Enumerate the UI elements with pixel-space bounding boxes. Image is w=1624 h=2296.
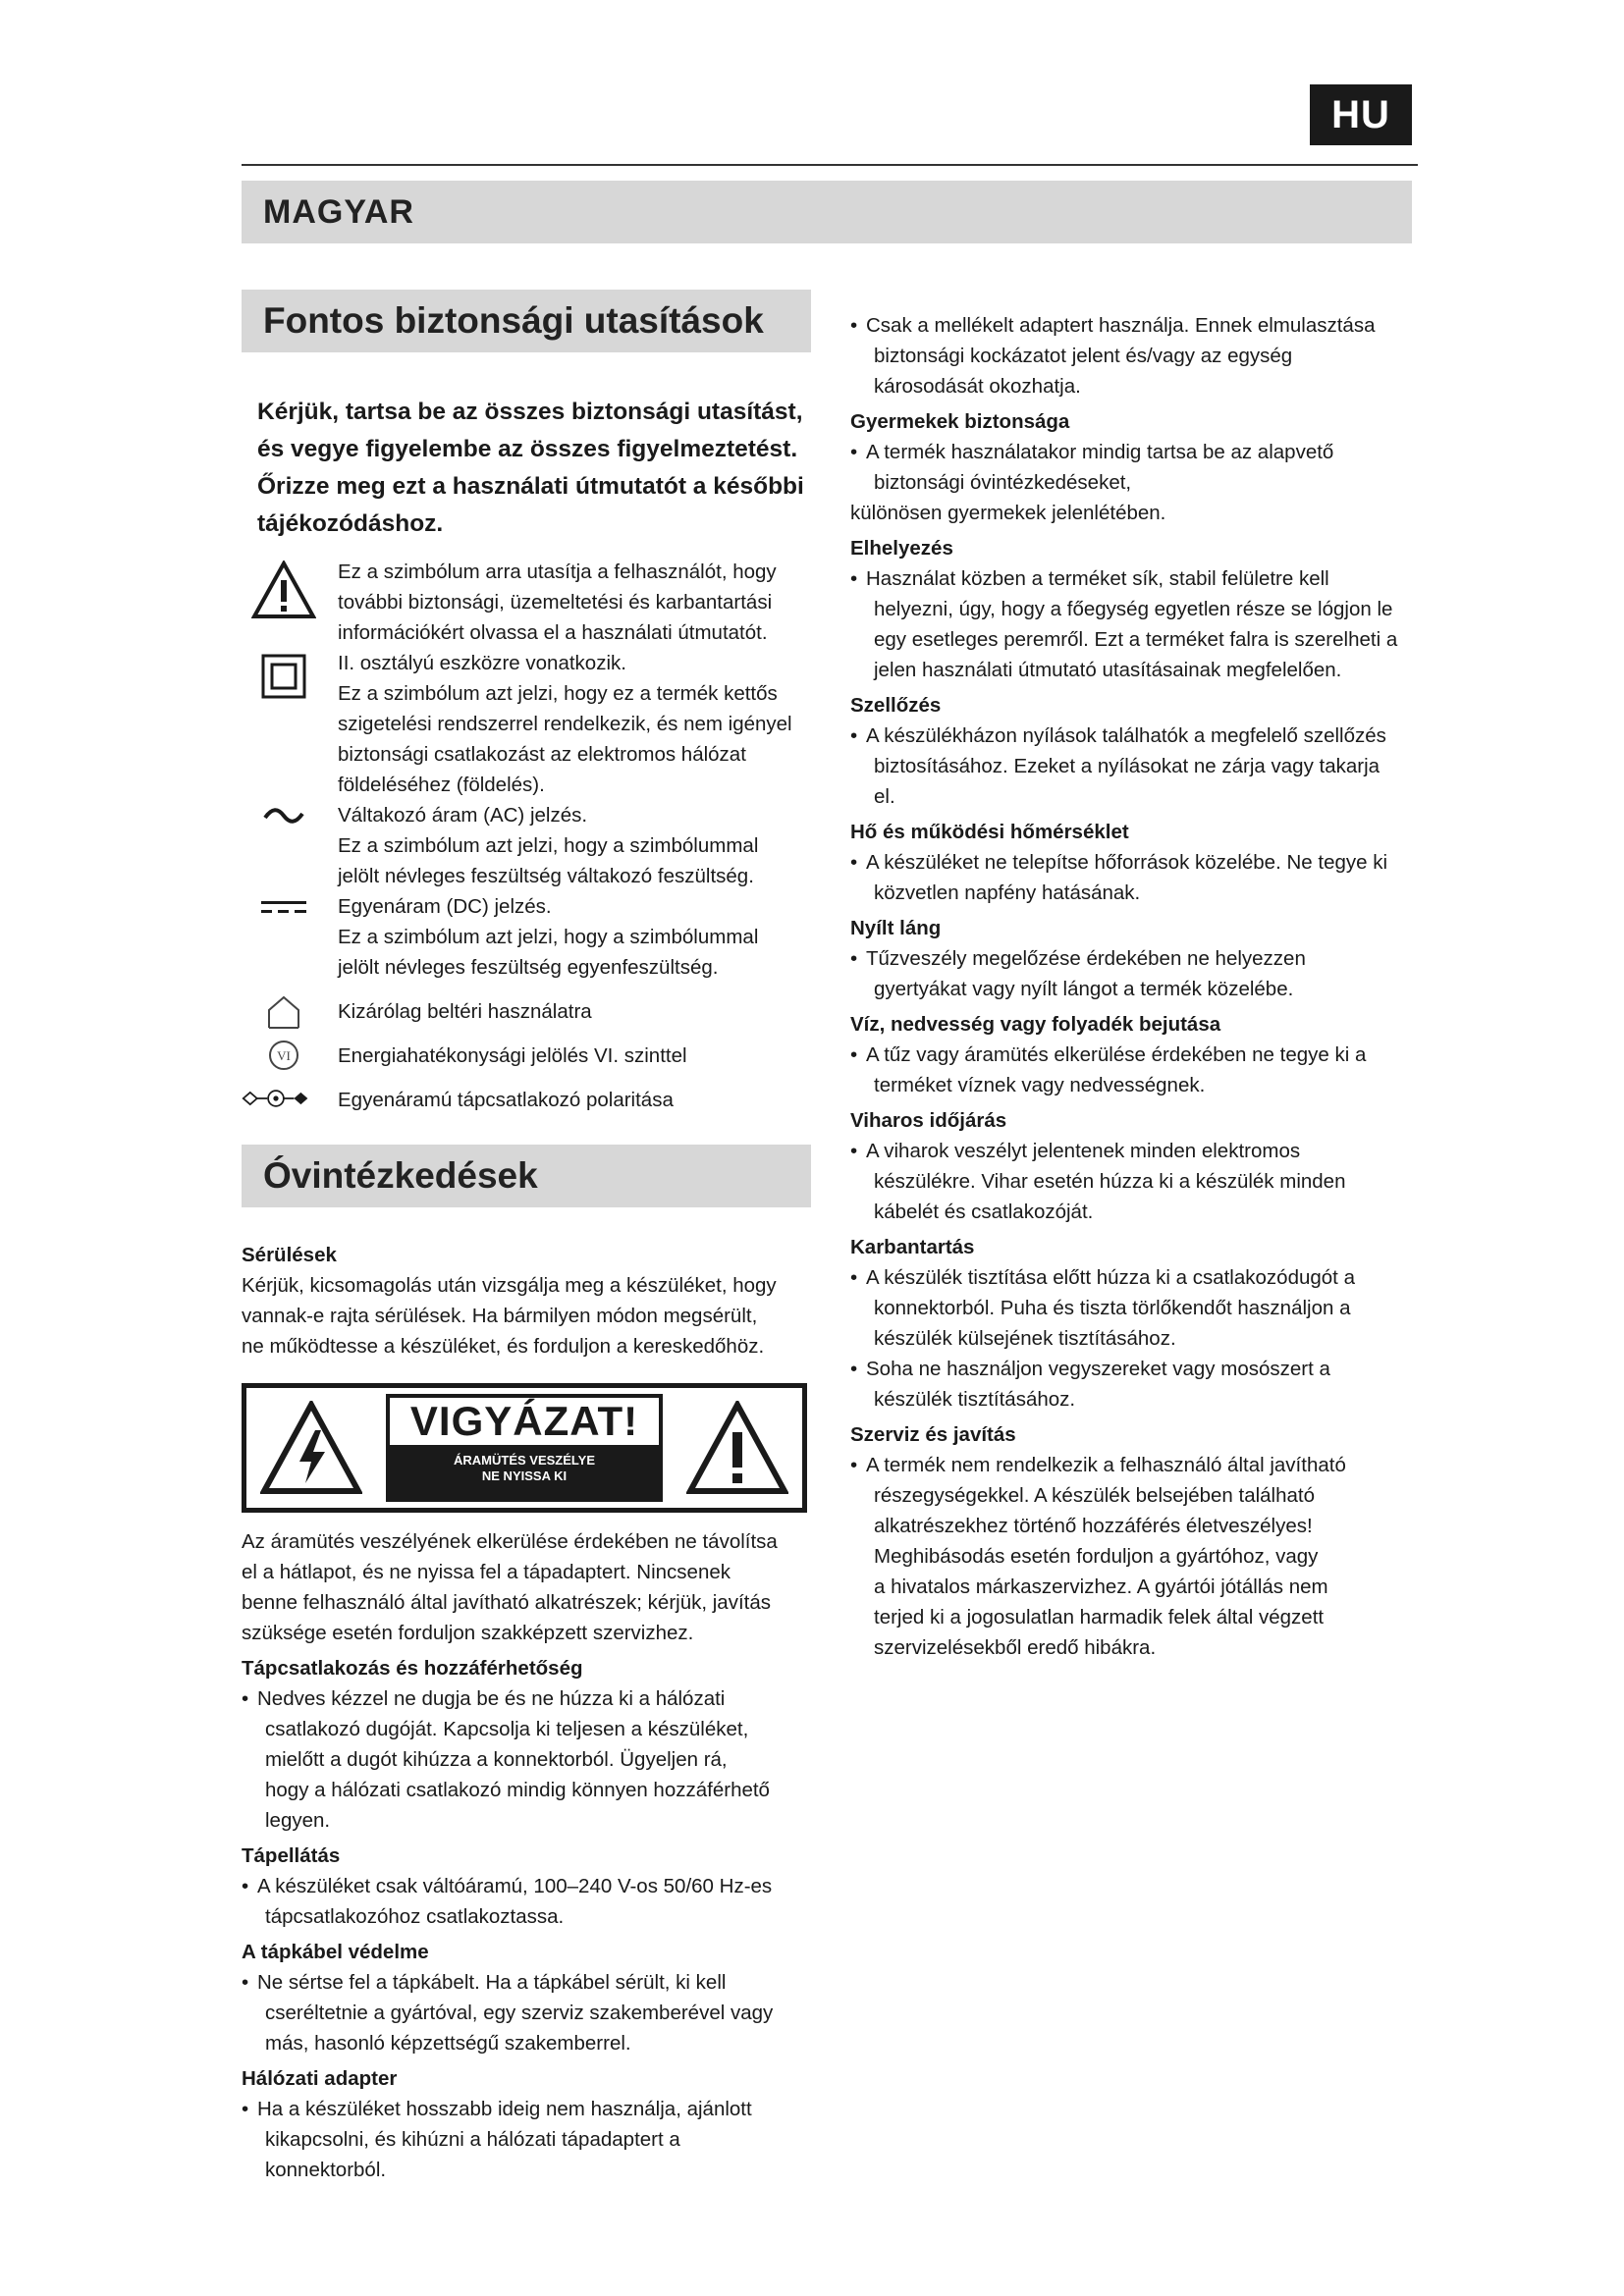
bullet-line: hogy a hálózati csatlakozó mindig könnyen hozzáférhető (265, 1779, 770, 1801)
symbol-text: szigetelési rendszerrel rendelkezik, és nem igényel (338, 713, 792, 735)
bullet-line: • Nedves kézzel ne dugja be és ne húzza ki a hálózati (257, 1687, 726, 1710)
bullet-line: készülék külsejének tisztításához. (874, 1327, 1176, 1350)
class-ii-icon (261, 654, 306, 699)
service-section (850, 1420, 1420, 1663)
section-heading: Hő és működési hőmérséklet (850, 821, 1129, 843)
bullet-line: részegységekkel. A készülék belsejében található (874, 1484, 1316, 1507)
bullet-line: más, hasonló képzettségű szakemberrel. (265, 2032, 631, 2055)
bullet-line: károsodását okozhatja. (874, 375, 1081, 398)
damage-line: vannak-e rajta sérülések. Ha bármilyen módon megsérült, (242, 1305, 758, 1327)
shock-warning-label (242, 1383, 807, 1513)
language-title-band (242, 181, 1412, 243)
bullet-line: biztosításához. Ezeket a nyílásokat ne zárja vagy takarja (874, 755, 1380, 777)
symbol-text: jelölt névleges feszültség váltakozó feszültség. (338, 865, 754, 887)
bullet-line: konnektorból. Puha és tiszta törlőkendőt használjon a (874, 1297, 1351, 1319)
bullet-line: terméket víznek vagy nedvességnek. (874, 1074, 1206, 1096)
bullet-line: készülék tisztításához. (874, 1388, 1076, 1411)
bullet-line: jelen használati útmutató utasításainak megfelelően. (874, 659, 1342, 681)
bullet-item (850, 310, 1420, 401)
bullet-item (850, 1262, 1420, 1354)
bullet-line: • A tűz vagy áramütés elkerülése érdekében ne tegye ki a (866, 1043, 1367, 1066)
header-rule (242, 164, 1418, 166)
safety-title: Fontos biztonsági utasítások (242, 290, 811, 352)
bullet-item (850, 437, 1420, 498)
bullet-item (850, 847, 1420, 908)
bullet-line: Meghibásodás esetén forduljon a gyártóhoz, vagy (874, 1545, 1319, 1568)
section-heading: Tápcsatlakozás és hozzáférhetőség (242, 1657, 583, 1680)
section-heading: Szerviz és javítás (850, 1423, 1016, 1446)
bullet-line: • Csak a mellékelt adaptert használja. Ennek elmulasztása (866, 314, 1376, 337)
warning-triangle-icon (251, 561, 316, 619)
indoor-house-icon (264, 994, 303, 1030)
section-heading: Nyílt láng (850, 917, 942, 939)
bullet-line: biztonsági óvintézkedéseket, (874, 471, 1132, 494)
bullet-line: • Soha ne használjon vegyszereket vagy mosószert a (866, 1358, 1330, 1380)
bullet-line: • A viharok veszélyt jelentenek minden elektromos (866, 1140, 1301, 1162)
open-flame-section (850, 914, 1420, 1004)
bullet-line: kábelét és csatlakozóját. (874, 1201, 1094, 1223)
storm-section (850, 1106, 1420, 1227)
warning-subtitle (390, 1445, 659, 1498)
bullet-line: a hivatalos márkaszervizhez. A gyártói jótállás nem (874, 1575, 1328, 1598)
section-heading: Viharos időjárás (850, 1109, 1007, 1132)
bullet-line: készülékre. Vihar esetén húzza ki a készülék minden (874, 1170, 1346, 1193)
safety-intro: Kérjük, tartsa be az összes biztonsági utasítást, és vegye figyelembe az összes figyelmeztetést. Őrizze meg ezt a használati útmutatót a későbbi tájékozódáshoz. (257, 399, 804, 537)
damage-line: ne működtesse a készüléket, és forduljon a kereskedőhöz. (242, 1335, 765, 1358)
exclamation-warning-icon (686, 1401, 788, 1495)
bullet-line: • A készülék tisztítása előtt húzza ki a csatlakozódugót a (866, 1266, 1355, 1289)
bullet-line: • A készülékházon nyílások találhatók a megfelelő szellőzés (866, 724, 1386, 747)
damage-section (242, 1241, 811, 1362)
bullet-item (242, 1683, 811, 1836)
damage-heading: Sérülések (242, 1244, 337, 1266)
energy-vi-icon (268, 1040, 299, 1071)
bullet-line: egy esetleges peremről. Ezt a terméket falra is szerelheti a (874, 628, 1398, 651)
bullet-item (850, 943, 1420, 1004)
bullet-item (850, 1450, 1420, 1663)
language-title: MAGYAR (263, 192, 414, 231)
bullet-line: • A termék használatakor mindig tartsa be az alapvető (866, 441, 1334, 463)
symbol-text: Ez a szimbólum azt jelzi, hogy a szimbólummal (338, 834, 759, 857)
precautions-title: Óvintézkedések (242, 1145, 811, 1207)
bullet-line: • A termék nem rendelkezik a felhasználó által javítható (866, 1454, 1346, 1476)
warning-sub-line: ÁRAMÜTÉS VESZÉLYE (454, 1453, 595, 1468)
bullet-line: szervizelésekből eredő hibákra. (874, 1636, 1157, 1659)
section-heading: Szellőzés (850, 694, 942, 717)
lightning-warning-icon (260, 1401, 362, 1495)
shock-line: benne felhasználó által javítható alkatrészek; kérjük, javítás (242, 1591, 771, 1614)
shock-paragraph (242, 1526, 811, 1648)
bullet-line: biztonsági kockázatot jelent és/vagy az egység (874, 345, 1293, 367)
warning-text-block (386, 1394, 663, 1502)
bullet-item (242, 1967, 811, 2058)
symbol-text: Ez a szimbólum azt jelzi, hogy a szimbólummal (338, 926, 759, 948)
shock-line: szüksége esetén forduljon szakképzett szervizhez. (242, 1622, 694, 1644)
section-heading: A tápkábel védelme (242, 1941, 429, 1963)
symbol-text: Ez a szimbólum arra utasítja a felhasználót, hogy (338, 561, 777, 583)
warning-title: VIGYÁZAT! (409, 1398, 639, 1444)
bullet-item (242, 1871, 811, 1932)
bullet-item (850, 563, 1420, 685)
section-heading: Elhelyezés (850, 537, 953, 560)
bullet-line: • Ha a készüléket hosszabb ideig nem használja, ajánlott (257, 2098, 752, 2120)
bullet-line: • Használat közben a terméket sík, stabil felületre kell (866, 567, 1329, 590)
language-code-tab: HU (1310, 84, 1412, 145)
power-cord-section (242, 1938, 811, 2058)
section-heading: Gyermekek biztonsága (850, 410, 1070, 433)
bullet-line: terjed ki a jogosulatlan harmadik felek által végzett (874, 1606, 1325, 1629)
symbol-row-energy (242, 1041, 811, 1071)
bullet-line: gyertyákat vagy nyílt lángot a termék közelébe. (874, 978, 1294, 1000)
symbol-row-polarity (242, 1085, 811, 1115)
symbol-row-dc (242, 891, 811, 983)
symbol-text: további biztonsági, üzemeltetési és karbantartási (338, 591, 773, 614)
bullet-item (850, 1354, 1420, 1415)
left-column (242, 290, 811, 2185)
ventilation-section (850, 691, 1420, 812)
polarity-icon (242, 1087, 310, 1110)
bullet-line: • Tűzveszély megelőzése érdekében ne helyezzen (866, 947, 1306, 970)
power-supply-section (242, 1842, 811, 1932)
section-heading: Tápellátás (242, 1844, 341, 1867)
children-safety-section (850, 407, 1420, 528)
section-heading: Hálózati adapter (242, 2067, 398, 2090)
bullet-line: cseréltetnie a gyártóval, egy szerviz szakemberével vagy (265, 2002, 774, 2024)
symbol-row-class-ii (242, 648, 811, 800)
bullet-line: legyen. (265, 1809, 331, 1832)
bullet-line: • Ne sértse fel a tápkábelt. Ha a tápkábel sérült, ki kell (257, 1971, 727, 1994)
symbol-row-ac (242, 800, 811, 891)
bullet-item (850, 1040, 1420, 1100)
children-tail: különösen gyermekek jelenlétében. (850, 502, 1166, 524)
warning-sub-line: NE NYISSA KI (481, 1468, 568, 1483)
bullet-item (242, 2094, 811, 2185)
section-heading: Víz, nedvesség vagy folyadék bejutása (850, 1013, 1221, 1036)
shock-line: el a hátlapot, és ne nyissa fel a tápadaptert. Nincsenek (242, 1561, 731, 1583)
placement-section (850, 534, 1420, 685)
symbol-text: földeléséhez (földelés). (338, 774, 545, 796)
bullet-line: helyezni, úgy, hogy a főegység egyetlen része se lógjon le (874, 598, 1393, 620)
bullet-item (850, 721, 1420, 812)
bullet-line: közvetlen napfény hatásának. (874, 881, 1141, 904)
damage-line: Kérjük, kicsomagolás után vizsgálja meg a készüléket, hogy (242, 1274, 777, 1297)
symbol-text: Egyenáramú tápcsatlakozó polaritása (338, 1089, 674, 1111)
bullet-line: tápcsatlakozóhoz csatlakoztassa. (265, 1905, 565, 1928)
symbol-text: információkért olvassa el a használati útmutatót. (338, 621, 768, 644)
ac-icon (262, 806, 305, 826)
dc-icon (259, 897, 308, 917)
bullet-line: • A készüléket ne telepítse hőforrások közelébe. Ne tegye ki (866, 851, 1388, 874)
symbol-text: Váltakozó áram (AC) jelzés. (338, 804, 588, 827)
water-section (850, 1010, 1420, 1100)
bullet-line: kikapcsolni, és kihúzni a hálózati tápadaptert a (265, 2128, 680, 2151)
bullet-line: konnektorból. (265, 2159, 387, 2181)
symbol-text: biztonsági csatlakozást az elektromos hálózat (338, 743, 746, 766)
adapter-section (242, 2064, 811, 2185)
bullet-line: alkatrészekhez történő hozzáférés életveszélyes! (874, 1515, 1313, 1537)
bullet-line: csatlakozó dugóját. Kapcsolja ki teljesen a készüléket, (265, 1718, 749, 1740)
symbol-text: Egyenáram (DC) jelzés. (338, 895, 552, 918)
maintenance-section (850, 1233, 1420, 1415)
symbol-text: Ez a szimbólum azt jelzi, hogy ez a termék kettős (338, 682, 778, 705)
bullet-item (850, 1136, 1420, 1227)
bullet-line: el. (874, 785, 895, 808)
shock-line: Az áramütés veszélyének elkerülése érdekében ne távolítsa (242, 1530, 778, 1553)
bullet-line: • A készüléket csak váltóáramú, 100–240 V-os 50/60 Hz-es (257, 1875, 773, 1897)
power-connection-section (242, 1654, 811, 1836)
right-column (850, 310, 1420, 1663)
heat-section (850, 818, 1420, 908)
symbol-row-warning (242, 557, 811, 648)
symbol-row-indoor (242, 996, 811, 1027)
symbol-text: II. osztályú eszközre vonatkozik. (338, 652, 626, 674)
bullet-line: mielőtt a dugót kihúzza a konnektorból. Ügyeljen rá, (265, 1748, 728, 1771)
symbol-text: jelölt névleges feszültség egyenfeszültség. (338, 956, 719, 979)
energy-vi-label: VI (277, 1048, 291, 1063)
symbol-text: Energiahatékonysági jelölés VI. szinttel (338, 1044, 687, 1067)
section-heading: Karbantartás (850, 1236, 975, 1258)
symbol-text: Kizárólag beltéri használatra (338, 1000, 592, 1023)
